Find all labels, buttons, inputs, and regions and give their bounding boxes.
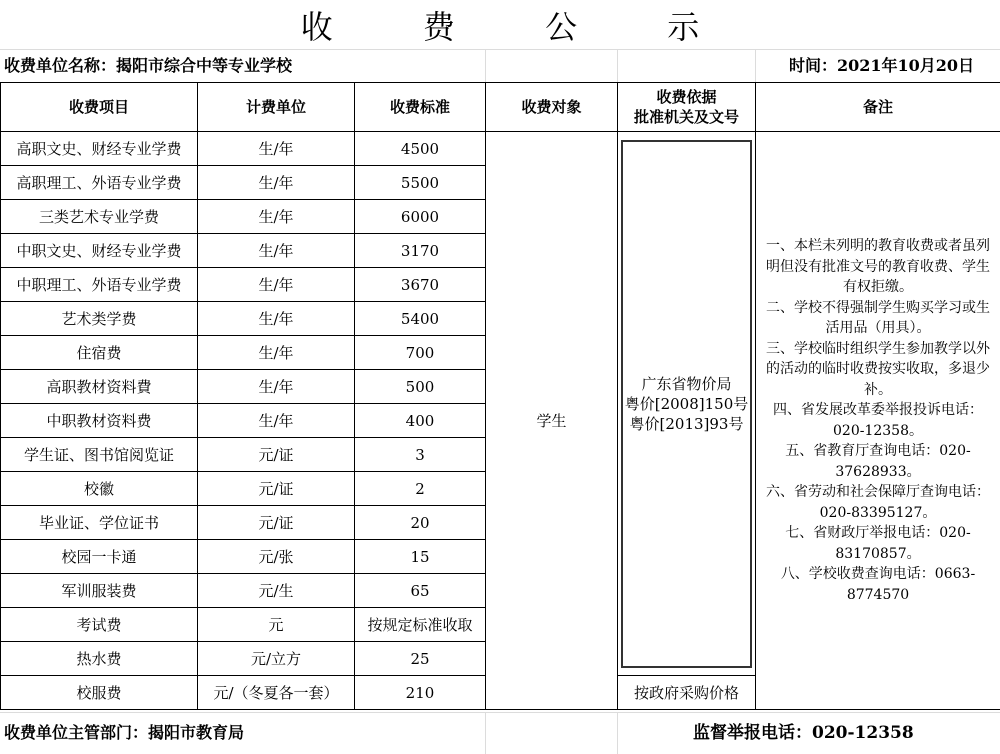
fee-standard-cell: 3170 [355, 234, 486, 268]
fee-basis-line3: 粤价[2013]93号 [629, 414, 744, 433]
fee-basis-box [621, 140, 752, 668]
fee-item-cell: 学生证、图书馆阅览证 [1, 438, 198, 472]
note-item: 八、学校收费查询电话：0663-8774570 [780, 566, 976, 603]
charging-unit-label: 收费单位名称：揭阳市综合中等专业学校 [4, 56, 293, 75]
fee-standard-cell: 400 [355, 404, 486, 438]
fee-table [0, 82, 1000, 710]
note-item: 五、省教育厅查询电话：020-37628933。 [785, 443, 971, 480]
fee-basis-line1: 广东省物价局 [641, 374, 732, 393]
fee-item-cell: 高职教材资料費 [1, 370, 198, 404]
fee-standard-cell: 210 [355, 676, 486, 710]
fee-item-cell: 住宿费 [1, 336, 198, 370]
billing-unit-cell: 生/年 [198, 166, 355, 200]
fee-item-cell: 中职教材资料费 [1, 404, 198, 438]
table-header-row [1, 83, 1000, 132]
page-title: 收 费 公 示 [300, 8, 740, 46]
billing-unit-cell: 生/年 [198, 132, 355, 166]
billing-unit-cell: 生/年 [198, 336, 355, 370]
col-header-basis-line2: 批准机关及文号 [633, 108, 739, 126]
billing-unit-cell: 元/立方 [198, 642, 355, 676]
note-item: 七、省财政厅举报电话：020-83170857。 [785, 525, 971, 562]
notes-cell [756, 132, 1000, 710]
fee-standard-cell: 25 [355, 642, 486, 676]
footer-band [0, 712, 1000, 754]
fee-standard-cell: 3 [355, 438, 486, 472]
col-header-unit: 计费单位 [198, 83, 355, 132]
fee-item-cell: 考试费 [1, 608, 198, 642]
billing-unit-cell: 元/证 [198, 506, 355, 540]
fee-item-cell: 毕业证、学位证书 [1, 506, 198, 540]
col-header-item: 收费项目 [1, 83, 198, 132]
note-item: 三、学校临时组织学生参加教学以外的活动的临时收费按实收取，多退少补。 [766, 340, 990, 398]
fee-standard-cell: 5500 [355, 166, 486, 200]
fee-item-cell: 热水费 [1, 642, 198, 676]
fee-basis-cell [618, 132, 756, 676]
billing-unit-cell: 元/证 [198, 472, 355, 506]
note-item: 一、本栏未列明的教育收费或者虽列明但没有批准文号的教育收费、学生有权拒缴。 [766, 238, 990, 295]
fee-standard-cell: 3670 [355, 268, 486, 302]
billing-unit-cell: 元/（冬夏各一套） [198, 676, 355, 710]
fee-standard-cell: 按规定标准收取 [355, 608, 486, 642]
fee-standard-cell: 15 [355, 540, 486, 574]
fee-standard-cell: 20 [355, 506, 486, 540]
fee-item-cell: 校园一卡通 [1, 540, 198, 574]
fee-standard-cell: 2 [355, 472, 486, 506]
fee-standard-cell: 4500 [355, 132, 486, 166]
billing-unit-cell: 生/年 [198, 268, 355, 302]
note-item: 六、省劳动和社会保障厅查询电话：020-83395127。 [766, 484, 990, 521]
fee-item-cell: 军训服装费 [1, 574, 198, 608]
billing-unit-cell: 生/年 [198, 234, 355, 268]
fee-item-cell: 高职文史、财经专业学费 [1, 132, 198, 166]
hotline-label: 监督举报电话：020-12358 [693, 723, 914, 743]
col-header-notes: 备注 [756, 83, 1000, 132]
fee-standard-cell: 65 [355, 574, 486, 608]
date-label: 时间：2021年10月20日 [789, 56, 975, 75]
note-item: 二、学校不得强制学生购买学习或生活用品（用具）。 [766, 299, 990, 336]
note-item: 四、省发展改革委举报投诉电话：020-12358。 [773, 402, 983, 439]
col-header-basis [618, 83, 756, 132]
billing-unit-cell: 元/张 [198, 540, 355, 574]
fee-item-cell: 艺术类学费 [1, 302, 198, 336]
fee-table-body [1, 132, 1000, 710]
fee-standard-cell: 6000 [355, 200, 486, 234]
billing-unit-cell: 元 [198, 608, 355, 642]
fee-standard-cell: 5400 [355, 302, 486, 336]
fee-item-cell: 中职文史、财经专业学费 [1, 234, 198, 268]
fee-item-cell: 中职理工、外语专业学费 [1, 268, 198, 302]
billing-unit-cell: 生/年 [198, 404, 355, 438]
fee-item-cell: 三类艺术专业学费 [1, 200, 198, 234]
supervisor-label: 收费单位主管部门：揭阳市教育局 [4, 723, 245, 742]
fee-target-cell: 学生 [486, 132, 618, 710]
col-header-target: 收费对象 [486, 83, 618, 132]
col-header-standard: 收费标准 [355, 83, 486, 132]
billing-unit-cell: 生/年 [198, 370, 355, 404]
billing-unit-cell: 元/生 [198, 574, 355, 608]
fee-basis-line2: 粤价[2008]150号 [624, 394, 749, 413]
fee-item-cell: 校徽 [1, 472, 198, 506]
fee-standard-cell: 700 [355, 336, 486, 370]
billing-unit-cell: 生/年 [198, 302, 355, 336]
header-band [0, 50, 1000, 82]
billing-unit-cell: 生/年 [198, 200, 355, 234]
col-header-basis-line1: 收费依据 [656, 88, 717, 106]
uniform-basis-cell: 按政府采购价格 [618, 676, 756, 710]
table-row [1, 132, 1000, 166]
fee-item-cell: 校服费 [1, 676, 198, 710]
fee-item-cell: 高职理工、外语专业学费 [1, 166, 198, 200]
fee-standard-cell: 500 [355, 370, 486, 404]
billing-unit-cell: 元/证 [198, 438, 355, 472]
